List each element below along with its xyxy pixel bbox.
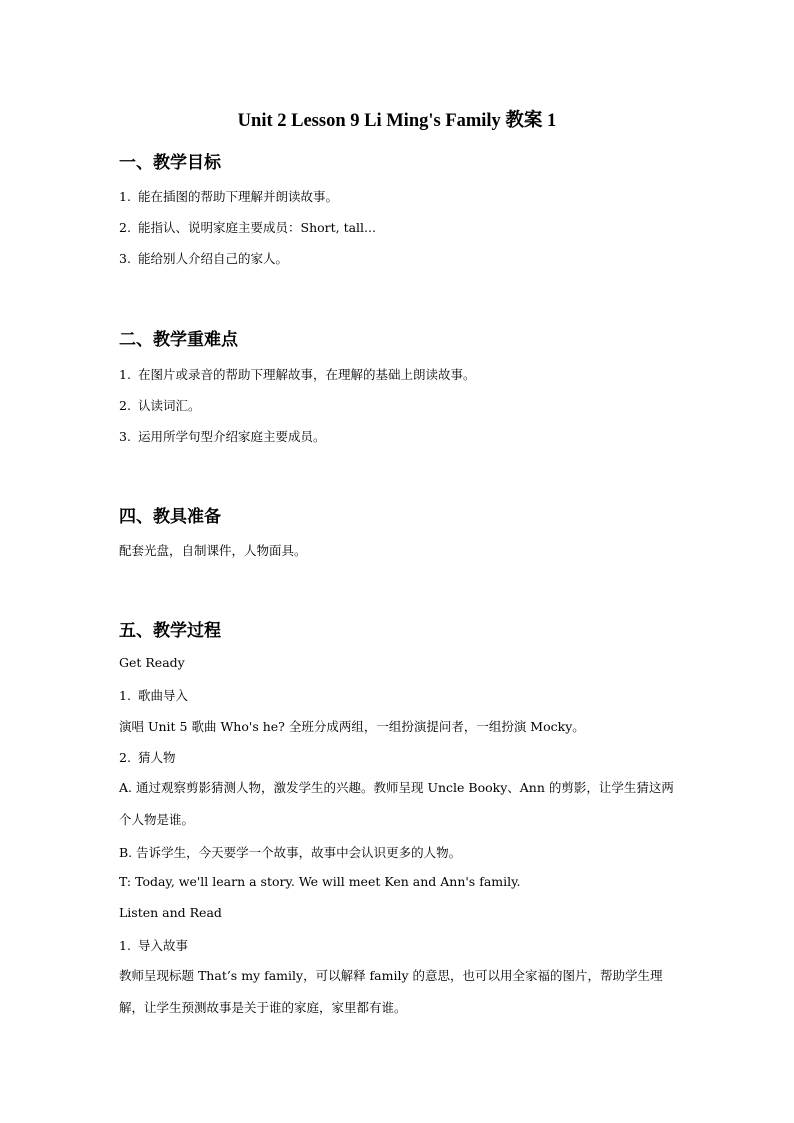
item-number: 2. [119, 220, 131, 235]
step-paragraph: 教师呈现标题 That’s my family，可以解释 family 的意思，也可以用全家福的图片，帮助学生理解，让学生预测故事是关于谁的家庭，家里都有谁。 [119, 968, 663, 1015]
step-paragraph-a: A. 通过观察剪影猜测人物，激发学生的兴趣。教师呈现 Uncle Booky、Ann 的剪影，让学生猜这两个人物是谁。 [119, 780, 674, 827]
item-text: 能在插图的帮助下理解并朗读故事。 [138, 189, 339, 204]
step-title: 导入故事 [138, 938, 189, 953]
item-text: 能给别人介绍自己的家人。 [138, 251, 289, 266]
list-item [119, 365, 476, 383]
item-number: 3. [119, 251, 131, 266]
item-number: 1. [119, 367, 131, 382]
section-heading-objectives: 一、教学目标 [119, 153, 221, 173]
list-item [119, 396, 201, 414]
step-title: 猜人物 [138, 750, 176, 765]
list-item [119, 187, 338, 205]
step-title: 歌曲导入 [138, 688, 189, 703]
step-heading [119, 686, 188, 704]
section-heading-materials: 四、教具准备 [119, 507, 221, 527]
item-text: 认读词汇。 [138, 398, 201, 413]
stage-label-get-ready: Get Ready [119, 655, 185, 670]
item-number: 1. [119, 189, 131, 204]
section-heading-key-points: 二、教学重难点 [119, 330, 238, 350]
list-item [119, 427, 326, 445]
item-text: 能指认、说明家庭主要成员：Short, tall... [138, 220, 376, 235]
item-text: 在图片或录音的帮助下理解故事，在理解的基础上朗读故事。 [138, 367, 476, 382]
step-number: 1. [119, 688, 131, 703]
step-number: 1. [119, 938, 131, 953]
materials-text: 配套光盘，自制课件，人物面具。 [119, 543, 307, 558]
item-number: 2. [119, 398, 131, 413]
section-heading-process: 五、教学过程 [119, 621, 221, 641]
step-paragraph-b: B. 告诉学生，今天要学一个故事，故事中会认识更多的人物。 [119, 845, 462, 860]
document-title: Unit 2 Lesson 9 Li Ming's Family 教案 1 [237, 111, 557, 131]
teacher-dialogue: T: Today, we'll learn a story. We will meet Ken and Ann's family. [119, 874, 521, 889]
list-item [119, 249, 288, 267]
step-number: 2. [119, 750, 131, 765]
item-text: 运用所学句型介绍家庭主要成员。 [138, 429, 326, 444]
step-heading [119, 748, 176, 766]
list-item [119, 218, 376, 236]
stage-label-listen-read: Listen and Read [119, 905, 222, 920]
step-heading [119, 936, 188, 954]
item-number: 3. [119, 429, 131, 444]
step-text: 演唱 Unit 5 歌曲 Who's he? 全班分成两组，一组扮演提问者，一组扮演 Mocky。 [119, 719, 585, 734]
